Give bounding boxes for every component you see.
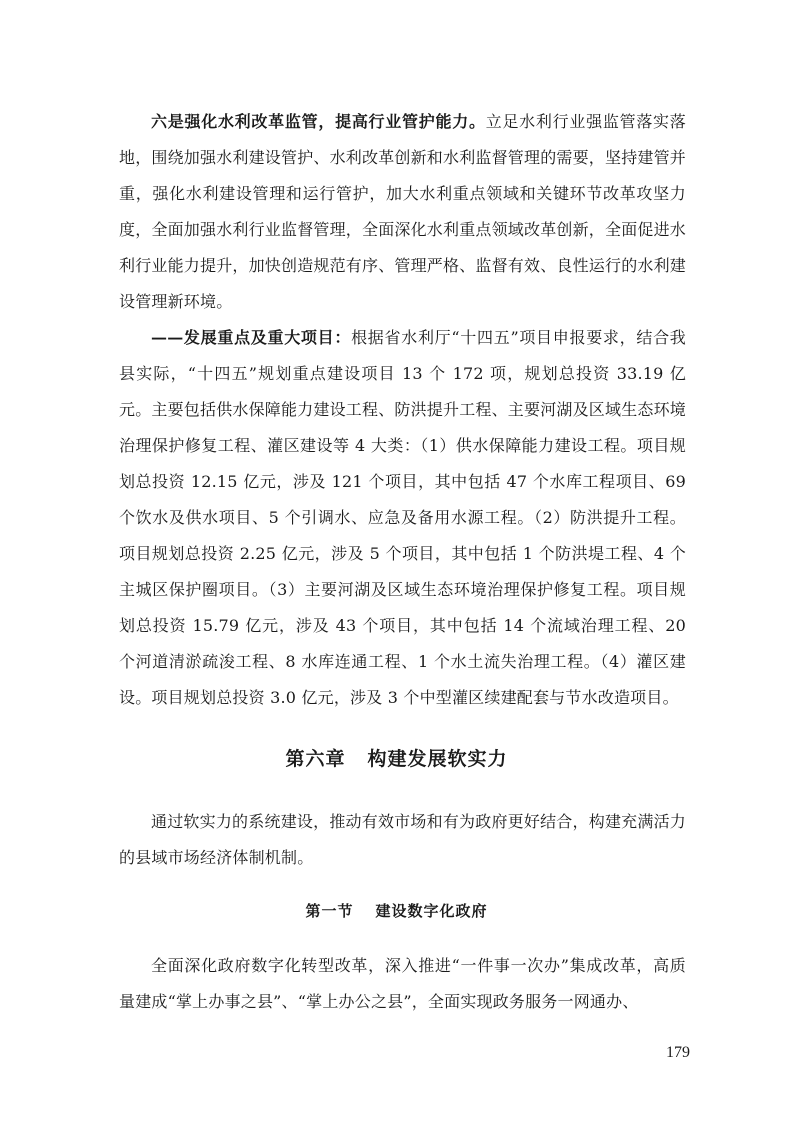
chapter-heading	[0, 744, 793, 771]
paragraph-lead: ——发展重点及重大项目：	[151, 328, 352, 347]
paragraph-body: 立足水利行业强监管落实落地，围绕加强水利建设管护、水利改革创新和水利监督管理的需要，坚持建管并重，强化水利建设管理和运行管护，加大水利重点领域和关键环节改革攻坚力度，全面加强水利行业监督管理，全面深化水利重点领域改革创新，全面促进水利行业能力提升，加快创造规范有序、管理严格、监督有效、良性运行的水利建设管理新环境。	[119, 112, 687, 311]
page-number: 179	[666, 1044, 690, 1061]
section-title: 建设数字化政府	[375, 902, 488, 920]
paragraph-lead: 六是强化水利改革监管，提高行业管护能力。	[151, 112, 486, 131]
paragraph-body: 根据省水利厅“十四五”项目申报要求，结合我县实际，“十四五”规划重点建设项目 13 个 172 项，规划总投资 33.19 亿元。主要包括供水保障能力建设工程、防洪提升工程、主要河湖及区域生态环境治理保护修复工程、灌区建设等 4 大类：（1）供水保障能力建设工程。项目规划总投资 12.15 亿元，涉及 121 个项目，其中包括 47 个水库工程项目、69 个饮水及供水项目、5 个引调水、应急及备用水源工程。（2）防洪提升工程。项目规划总投资 2.25 亿元，涉及 5 个项目，其中包括 1 个防洪堤工程、4 个主城区保护圈项目。（3）主要河湖及区域生态环境治理保护修复工程。项目规划总投资 15.79 亿元，涉及 43 个项目，其中包括 14 个流域治理工程、20 个河道清淤疏浚工程、8 水库连通工程、1 个水土流失治理工程。（4）灌区建设。项目规划总投资 3.0 亿元，涉及 3 个中型灌区续建配套与节水改造项目。	[119, 328, 687, 707]
chapter-title: 构建发展软实力	[367, 748, 508, 770]
paragraph-key-projects	[119, 320, 686, 716]
chapter-number: 第六章	[285, 748, 346, 770]
section-heading	[0, 900, 793, 921]
section-number: 第一节	[305, 902, 354, 920]
paragraph-chapter-intro: 通过软实力的系统建设，推动有效市场和有为政府更好结合，构建充满活力的县域市场经济体制机制。	[119, 812, 686, 867]
paragraph-digital-government: 全面深化政府数字化转型改革，深入推进“一件事一次办”集成改革，高质量建成“掌上办事之县”、“掌上办公之县”，全面实现政务服务一网通办、	[119, 956, 686, 1011]
paragraph-water-reform	[119, 104, 686, 320]
